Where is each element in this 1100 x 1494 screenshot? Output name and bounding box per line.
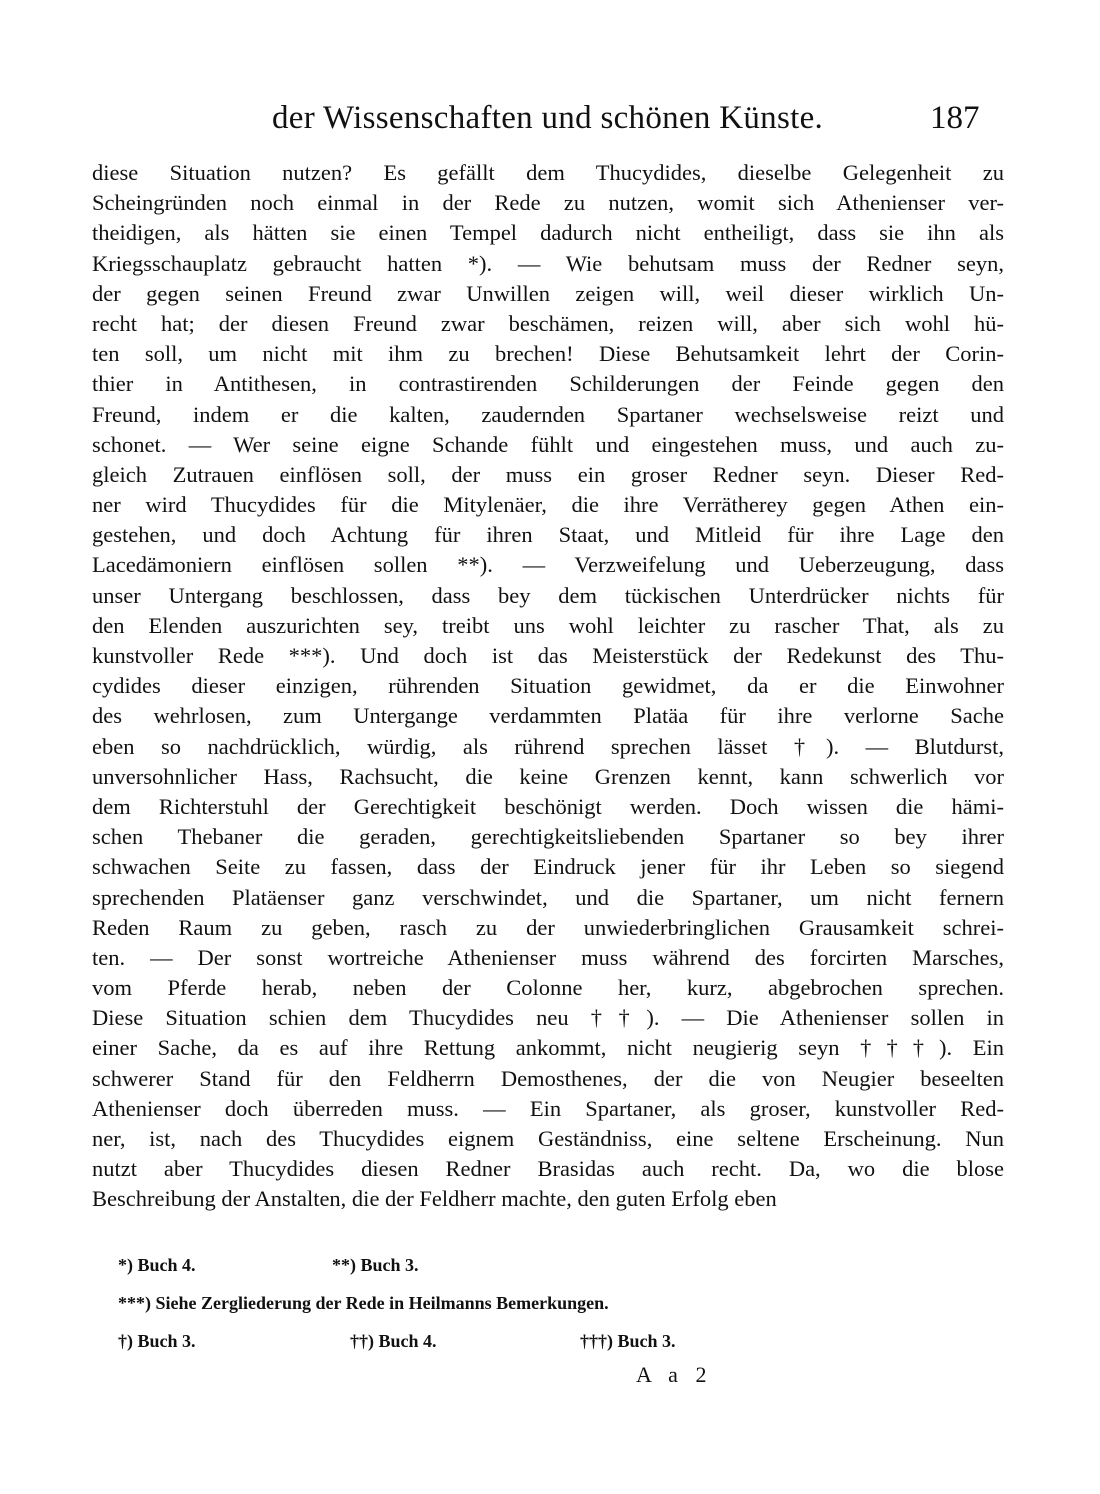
text-line: schwerer Stand für den Feldherrn Demosthenes, der die von Neugier beseelten xyxy=(92,1065,1004,1091)
footnote: †††) Buch 3. xyxy=(580,1331,676,1351)
text-line: unser Untergang beschlossen, dass bey dem tückischen Unterdrücker nichts für xyxy=(92,582,1004,608)
text-line: vom Pferde herab, neben der Colonne her, kurz, abgebrochen sprechen. xyxy=(92,975,1004,1001)
text-line: Beschreibung der Anstalten, die der Feldherr machte, den guten Erfolg eben xyxy=(92,1186,777,1212)
body-text xyxy=(92,158,1004,1215)
text-line: schonet. — Wer seine eigne Schande fühlt und eingestehen muss, und auch zu- xyxy=(92,431,1004,457)
text-line: Reden Raum zu geben, rasch zu der unwiederbringlichen Grausamkeit schrei- xyxy=(92,914,1004,940)
footnote-row xyxy=(118,1322,878,1360)
text-line: Diese Situation schien dem Thucydides neu ††). — Die Athenienser sollen in xyxy=(92,1005,1004,1031)
text-line: nutzt aber Thucydides diesen Redner Brasidas auch recht. Da, wo die blose xyxy=(92,1156,1004,1182)
text-line: cydides dieser einzigen, rührenden Situation gewidmet, da er die Einwohner xyxy=(92,673,1004,699)
text-line: ner, ist, nach des Thucydides eignem Geständniss, eine seltene Erscheinung. Nun xyxy=(92,1126,1004,1151)
text-line: Scheingründen noch einmal in der Rede zu nutzen, womit sich Athenienser ver- xyxy=(92,190,1004,216)
text-line: ner wird Thucydides für die Mitylenäer, die ihre Verrätherey gegen Athen ein- xyxy=(92,492,1004,518)
text-line: gestehen, und doch Achtung für ihren Staat, und Mitleid für ihre Lage den xyxy=(92,522,1004,548)
text-line: des wehrlosen, zum Untergange verdammten Platäa für ihre verlorne Sache xyxy=(92,703,1004,729)
text-line: Athenienser doch überreden muss. — Ein Spartaner, als groser, kunstvoller Red- xyxy=(92,1095,1004,1121)
text-line: gleich Zutrauen einflösen soll, der muss ein groser Redner seyn. Dieser Red- xyxy=(92,461,1004,487)
footnote: †) Buch 3. xyxy=(118,1331,196,1351)
text-line: thier in Antithesen, in contrastirenden Schilderungen der Feinde gegen den xyxy=(92,371,1004,397)
footnote: ††) Buch 4. xyxy=(350,1331,437,1351)
footnotes xyxy=(118,1246,878,1360)
text-line: der gegen seinen Freund zwar Unwillen zeigen will, weil dieser wirklich Un- xyxy=(92,280,1004,306)
text-line: ten soll, um nicht mit ihm zu brechen! Diese Behutsamkeit lehrt der Corin- xyxy=(92,341,1004,367)
text-line: recht hat; der diesen Freund zwar beschämen, reizen will, aber sich wohl hü- xyxy=(92,310,1004,336)
footnote: **) Buch 3. xyxy=(332,1255,419,1275)
text-line: den Elenden auszurichten sey, treibt uns wohl leichter zu rascher That, als zu xyxy=(92,612,1004,638)
text-line: kunstvoller Rede ***). Und doch ist das Meisterstück der Redekunst des Thu- xyxy=(92,643,1004,668)
running-title: der Wissenschaften und schönen Künste. xyxy=(272,100,824,136)
text-line: schen Thebaner die geraden, gerechtigkeitsliebenden Spartaner so bey ihrer xyxy=(92,824,1004,850)
text-line: einer Sache, da es auf ihre Rettung ankommt, nicht neugierig seyn †††). Ein xyxy=(92,1035,1004,1061)
text-line: theidigen, als hätten sie einen Tempel dadurch nicht entheiligt, dass sie ihn als xyxy=(92,220,1004,246)
footnote-row xyxy=(118,1246,878,1284)
text-line: ten. — Der sonst wortreiche Athenienser muss während des forcirten Marsches, xyxy=(92,944,1004,970)
text-line: Lacedämoniern einflösen sollen **). — Verzweifelung und Ueberzeugung, dass xyxy=(92,552,1004,578)
signature-mark: A a 2 xyxy=(636,1362,713,1387)
text-line: Kriegsschauplatz gebraucht hatten *). — Wie behutsam muss der Redner seyn, xyxy=(92,250,1004,276)
text-line: Freund, indem er die kalten, zaudernden Spartaner wechselsweise reizt und xyxy=(92,401,1004,427)
text-line: eben so nachdrücklich, würdig, als rührend sprechen lässet †). — Blutdurst, xyxy=(92,733,1004,759)
text-line: schwachen Seite zu fassen, dass der Eindruck jener für ihr Leben so siegend xyxy=(92,854,1004,880)
text-line: diese Situation nutzen? Es gefällt dem Thucydides, dieselbe Gelegenheit zu xyxy=(92,160,1004,185)
page-number: 187 xyxy=(930,100,980,136)
text-line: dem Richterstuhl der Gerechtigkeit beschönigt werden. Doch wissen die hämi- xyxy=(92,793,1004,819)
footnote: ***) Siehe Zergliederung der Rede in Heilmanns Bemerkungen. xyxy=(118,1293,609,1313)
footnote: *) Buch 4. xyxy=(118,1255,196,1275)
text-line: sprechenden Platäenser ganz verschwindet, und die Spartaner, um nicht fernern xyxy=(92,884,1004,910)
text-line: unversohnlicher Hass, Rachsucht, die keine Grenzen kennt, kann schwerlich vor xyxy=(92,763,1004,789)
footnote-row xyxy=(118,1284,878,1322)
